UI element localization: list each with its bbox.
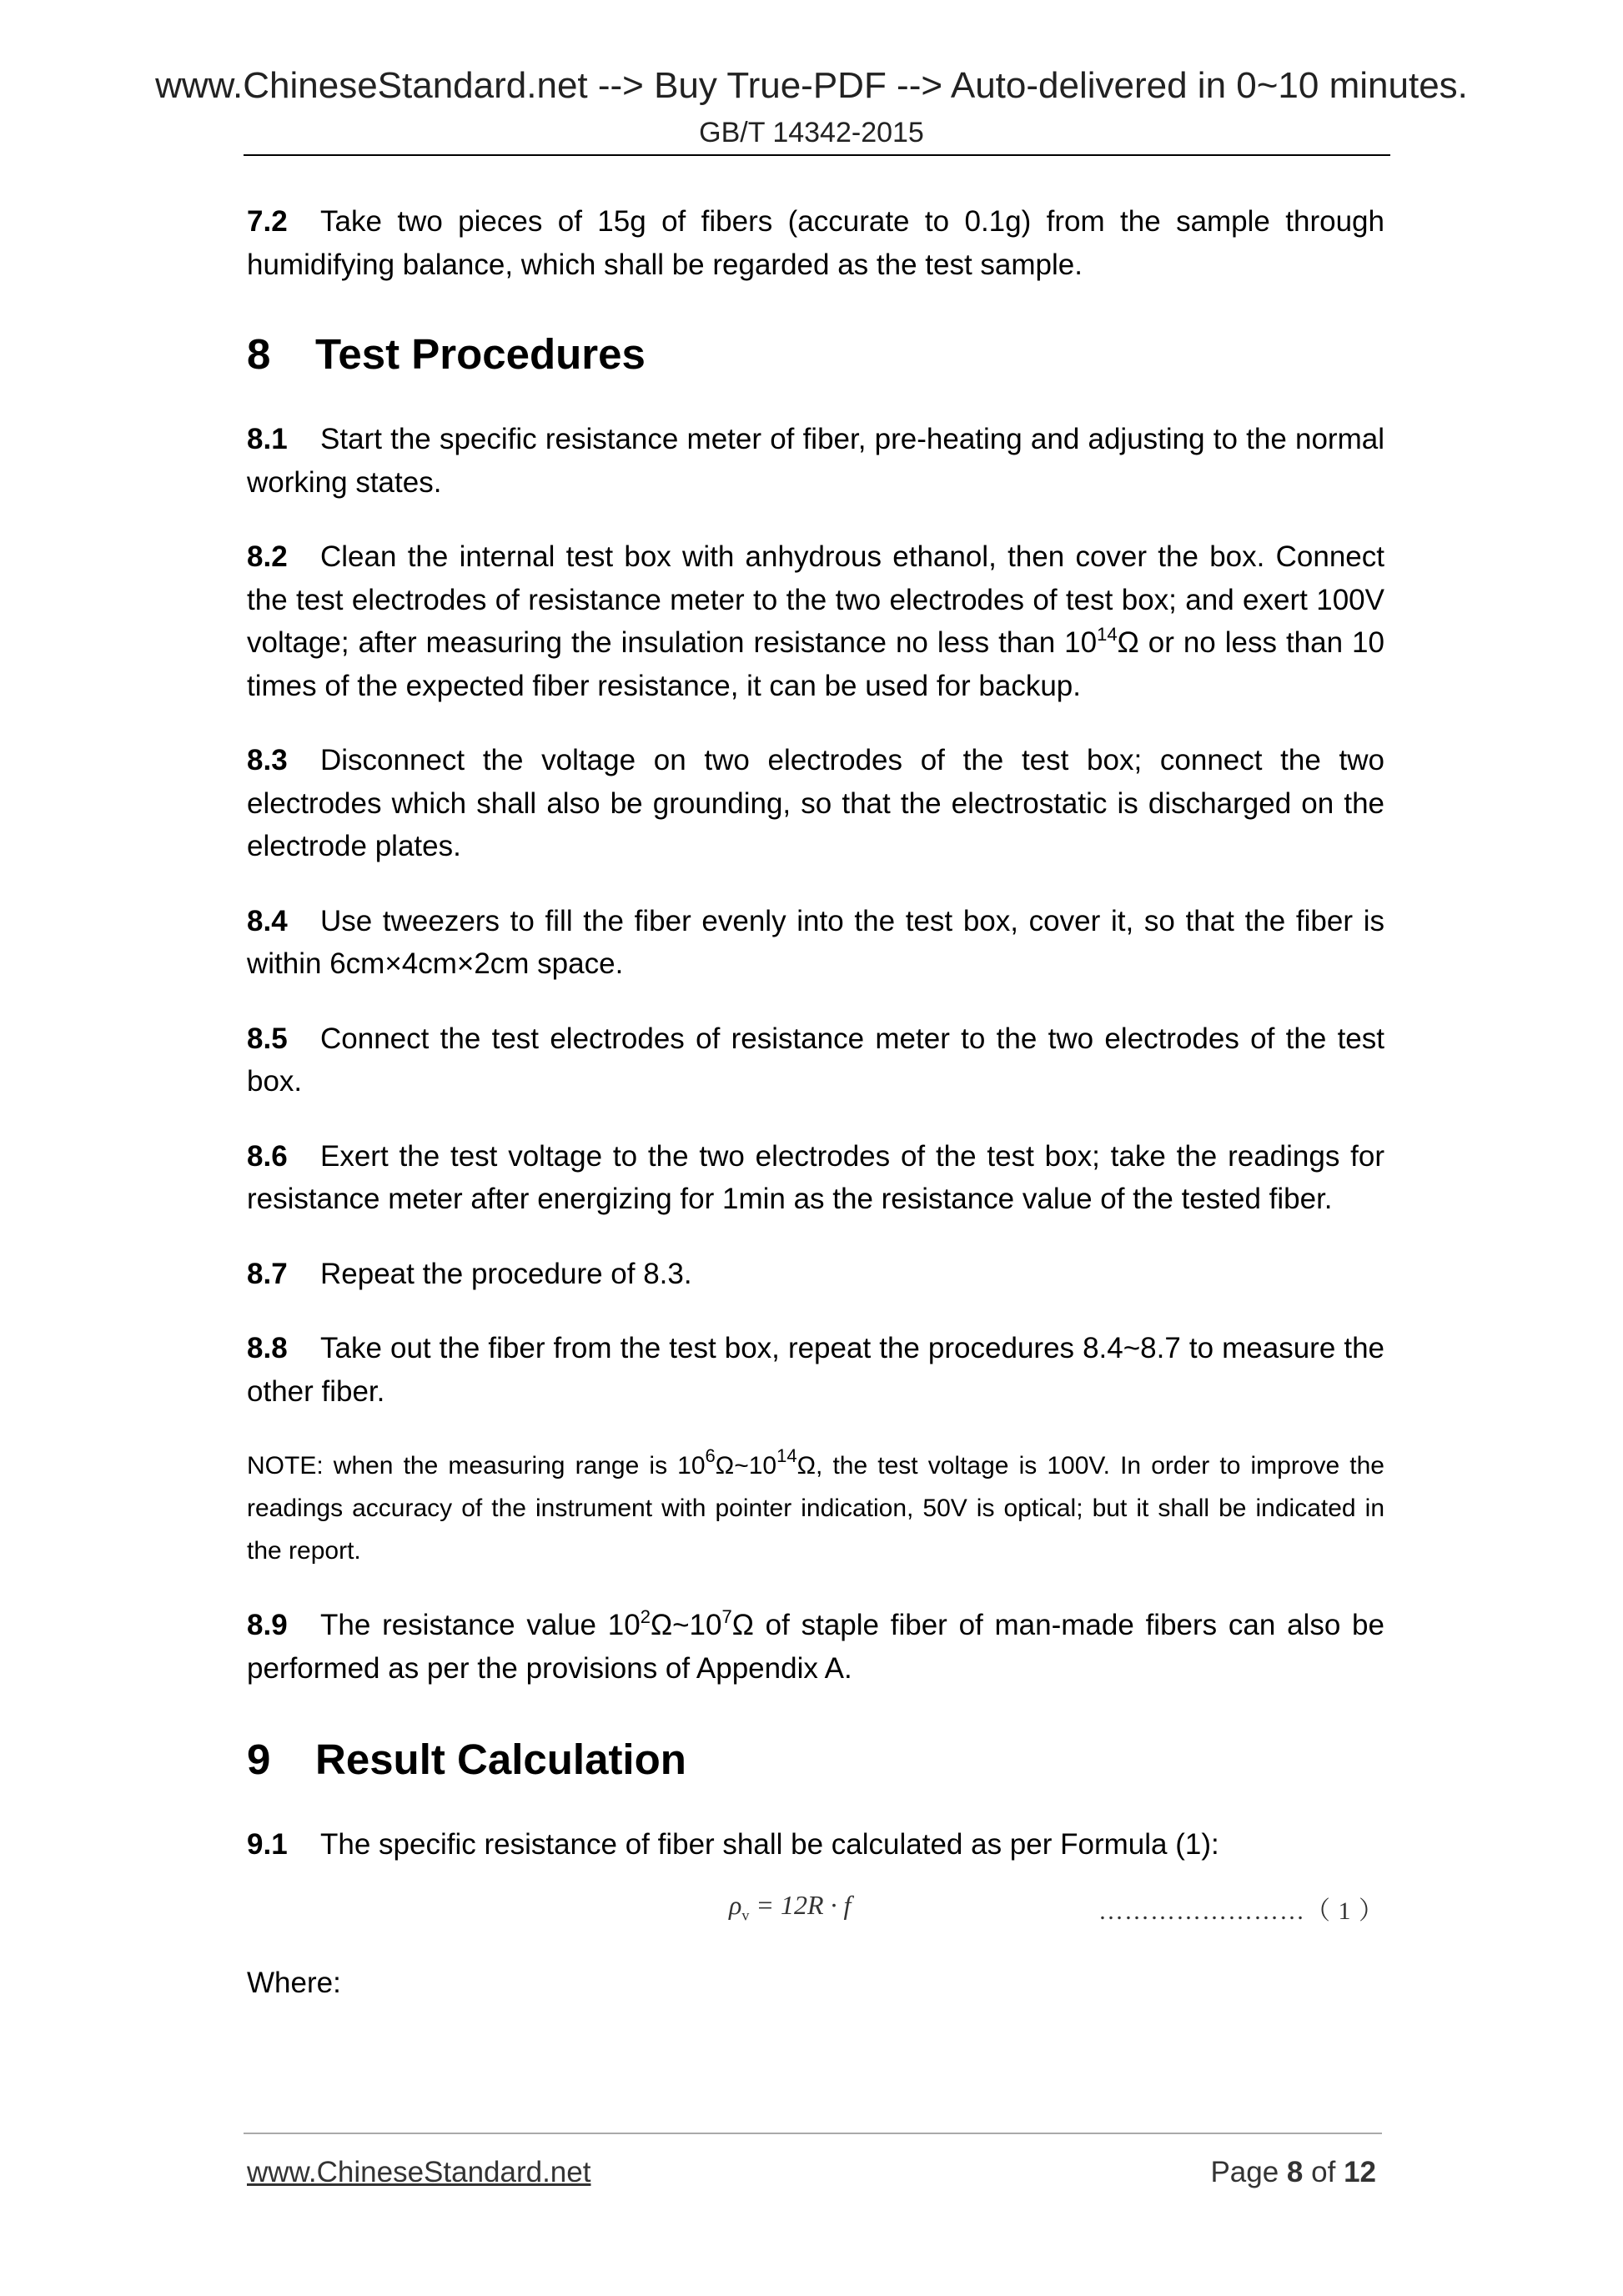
footer-website-link[interactable]: www.ChineseStandard.net: [247, 2156, 591, 2188]
formula-number: ……………………（ 1 ）: [1098, 1897, 1384, 1925]
page-indicator: [1210, 2156, 1376, 2189]
clause-8-9: [247, 1604, 1384, 1690]
clause-number: 8.6: [247, 1139, 288, 1173]
note-text-part-b: Ω~10: [715, 1452, 777, 1480]
superscript-exponent: 14: [776, 1445, 797, 1466]
where-label: Where:: [247, 1966, 341, 1999]
section-title-text: Result Calculation: [315, 1736, 686, 1783]
clause-text: Take two pieces of 15g of fibers (accurate to 0.1g) from the sample through humidifying balance, which shall be regarded as the test sample.: [247, 205, 1384, 281]
page-of: of: [1311, 2156, 1336, 2188]
clause-text-part-a: Clean the internal test box with anhydrous ethanol, then cover the box. Connect the test electrodes of resistance meter to the two electrodes of test box; and exert 100V voltage; after measuring the insulation resistance no less than 10: [247, 540, 1384, 659]
clause-8-1: [247, 418, 1384, 504]
header-divider: [244, 154, 1390, 156]
page-current: 8: [1286, 2156, 1304, 2188]
clause-8-3: [247, 739, 1384, 868]
clause-text: Use tweezers to fill the fiber evenly into the test box, cover it, so that the fiber is within 6cm×4cm×2cm space.: [247, 904, 1384, 980]
clause-8-6: [247, 1135, 1384, 1221]
clause-number: 8.4: [247, 904, 288, 937]
clause-8-4: [247, 900, 1384, 986]
formula-expression: [729, 1890, 851, 1924]
clause-8-5: [247, 1017, 1384, 1103]
superscript-exponent: 14: [1097, 624, 1118, 645]
clause-number: 8.7: [247, 1257, 288, 1290]
clause-text: Connect the test electrodes of resistance meter to the two electrodes of the test box.: [247, 1022, 1384, 1098]
section-number: 8: [247, 330, 271, 378]
clause-7-2: [247, 200, 1384, 286]
clause-8-2: [247, 535, 1384, 707]
page-label: Page: [1210, 2156, 1279, 2188]
clause-number: 7.2: [247, 205, 288, 238]
clause-number: 8.9: [247, 1609, 288, 1641]
clause-number: 8.8: [247, 1332, 288, 1364]
formula-symbol-rho: ρ: [729, 1889, 742, 1920]
clause-text: Repeat the procedure of 8.3.: [320, 1257, 692, 1290]
clause-number: 8.1: [247, 423, 288, 455]
clause-text: Exert the test voltage to the two electrodes of the test box; take the readings for resistance meter after energizing for 1min as the resistance value of the tested fiber.: [247, 1139, 1384, 1215]
clause-text: Take out the fiber from the test box, repeat the procedures 8.4~8.7 to measure the other fiber.: [247, 1332, 1384, 1408]
formula-1-row: [247, 1883, 1384, 1933]
clause-text-part-b: Ω or no less than 10 times of the expected fiber resistance, it can be used for backup.: [247, 626, 1384, 702]
clause-number: 8.2: [247, 540, 288, 573]
section-number: 9: [247, 1736, 271, 1783]
page-total: 12: [1344, 2156, 1376, 2188]
clause-number: 9.1: [247, 1828, 288, 1861]
note-text-part-c: Ω, the test voltage is 100V. In order to improve the readings accuracy of the instrument with pointer indication, 50V is optical; but it shall be indicated in the report.: [247, 1452, 1384, 1565]
clause-8-8: [247, 1327, 1384, 1413]
superscript-exponent: 2: [640, 1606, 651, 1627]
formula-subscript: v: [741, 1906, 750, 1923]
section-title-text: Test Procedures: [315, 330, 646, 378]
clause-8-7: [247, 1253, 1384, 1296]
clause-text: Disconnect the voltage on two electrodes of the test box; connect the two electrodes which shall also be grounding, so that the electrostatic is discharged on the electrode plates.: [247, 744, 1384, 862]
top-banner[interactable]: www.ChineseStandard.net --> Buy True-PDF --> Auto-delivered in 0~10 minutes.: [155, 65, 1468, 106]
superscript-exponent: 7: [721, 1606, 732, 1627]
section-9-heading: [247, 1735, 1384, 1785]
clause-text: Start the specific resistance meter of fiber, pre-heating and adjusting to the normal working states.: [247, 423, 1384, 499]
clause-text-part-b: Ω~10: [650, 1609, 722, 1641]
page-content: [247, 200, 1384, 2004]
clause-text-part-a: The resistance value 10: [320, 1609, 641, 1641]
section-8-heading: [247, 329, 1384, 379]
formula-rest: = 12R · f: [749, 1889, 852, 1920]
clause-number: 8.3: [247, 744, 288, 776]
footer-divider: [244, 2133, 1382, 2134]
note-text-part-a: NOTE: when the measuring range is 10: [247, 1452, 706, 1480]
clause-text-part-c: Ω of staple fiber of man-made fibers can also be performed as per the provisions of Appendix A.: [247, 1609, 1384, 1685]
standard-code: GB/T 14342-2015: [699, 117, 924, 148]
superscript-exponent: 6: [705, 1445, 716, 1466]
note-paragraph: [247, 1444, 1384, 1572]
clause-text: The specific resistance of fiber shall be calculated as per Formula (1):: [320, 1828, 1219, 1861]
clause-number: 8.5: [247, 1022, 288, 1055]
clause-9-1: [247, 1823, 1384, 1866]
